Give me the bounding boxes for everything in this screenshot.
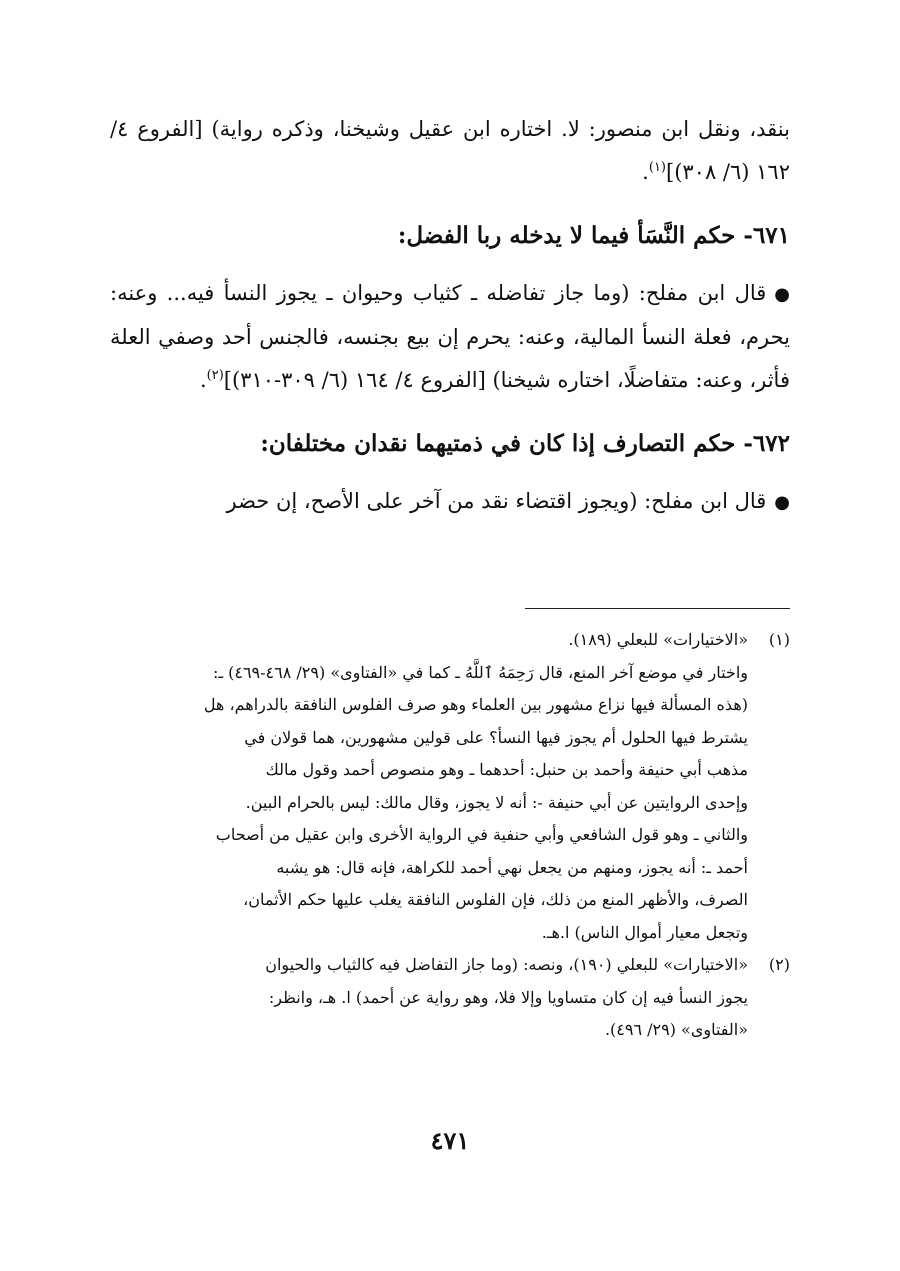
period: . <box>199 368 207 392</box>
period: . <box>642 160 649 184</box>
main-text <box>110 108 790 524</box>
footnote-divider <box>525 608 790 609</box>
footnote-2 <box>110 949 790 1047</box>
footnotes <box>110 624 790 1047</box>
footnote-number: (١) <box>768 630 790 649</box>
footnote-line: «الفتاوى» (٢٩/ ٤٩٦). <box>604 1020 748 1039</box>
footnote-line: أحمد ـ: أنه يجوز، ومنهم من يجعل نهي أحمد للكراهة، فإنه قال: هو يشبه <box>276 857 748 877</box>
bullet-icon: ● <box>774 492 790 513</box>
footnote-line: «الاختيارات» للبعلي (١٩٠)، ونصه: (وما جاز التفاضل فيه كالثياب والحيوان <box>265 955 748 974</box>
footnote-ref-2[interactable]: (٢) <box>206 368 224 383</box>
paragraph-text: قال ابن مفلح: (ويجوز اقتضاء نقد من آخر على الأصح، إن حضر <box>226 489 767 513</box>
bullet-icon: ● <box>774 284 790 305</box>
paragraph-672 <box>110 480 790 524</box>
paragraph-text: بنقد، ونقل ابن منصور: لا. اختاره ابن عقيل وشيخنا، وذكره رواية) [الفروع ٤/ ١٦٢ (٦/ ٣٠٨)] <box>110 117 790 184</box>
footnote-line: وإحدى الروايتين عن أبي حنيفة -: أنه لا يجوز، وقال مالك: ليس بالحرام البين. <box>245 792 748 812</box>
paragraph-continuation <box>110 108 790 194</box>
footnote-line: مذهب أبي حنيفة وأحمد بن حنبل: أحدهما ـ وهو منصوص أحمد وقول مالك <box>265 760 748 779</box>
page-number: ٤٧١ <box>430 1126 470 1155</box>
footnote-line: الصرف، والأظهر المنع من ذلك، فإن الفلوس النافقة يغلب عليها حكم الأثمان، <box>243 890 748 909</box>
paragraph-text: قال ابن مفلح: (وما جاز تفاضله ـ كثياب وحيوان ـ يجوز النسأ فيه... وعنه: يحرم، فعلة النسأ المالية، وعنه: يحرم إن بيع بجنسه، فالجنس أحد وصفي العلة فأثر، وعنه: متفاضلًا، اختاره شيخنا) [الفروع ٤/ ١٦٤ (٦/ ٣٠٩-٣١٠)] <box>110 281 790 392</box>
footnote-line: «الاختيارات» للبعلي (١٨٩). <box>568 630 748 649</box>
footnote-line: يشترط فيها الحلول أم يجوز فيها النسأ؟ على قولين مشهورين، هما قولان في <box>244 727 748 747</box>
section-heading-672: ٦٧٢- حكم التصارف إذا كان في ذمتيهما نقدان مختلفان: <box>260 430 790 457</box>
footnote-number: (٢) <box>768 955 790 974</box>
footnote-line: وتجعل معيار أموال الناس) ا.هـ. <box>541 922 748 942</box>
footnote-1 <box>110 624 790 949</box>
paragraph-671 <box>110 272 790 402</box>
footnote-line: يجوز النسأ فيه إن كان متساويا وإلا فلا، وهو رواية عن أحمد) ا. هـ، وانظر: <box>268 987 748 1007</box>
footnote-line: (هذه المسألة فيها نزاع مشهور بين العلماء وهو صرف الفلوس النافقة بالدراهم، هل <box>203 695 748 714</box>
footnote-line: والثاني ـ وهو قول الشافعي وأبي حنفية في الرواية الأخرى وابن عقيل من أصحاب <box>215 825 748 844</box>
section-heading-671: ٦٧١- حكم النَّسَأ فيما لا يدخله ربا الفضل: <box>397 222 790 249</box>
footnote-line: واختار في موضع آخر المنع، قال رَحِمَهُ ٱللَّهُ ـ كما في «الفتاوى» (٢٩/ ٤٦٨-٤٦٩) ـ: <box>212 662 748 682</box>
footnote-ref-1[interactable]: (١) <box>648 160 666 175</box>
